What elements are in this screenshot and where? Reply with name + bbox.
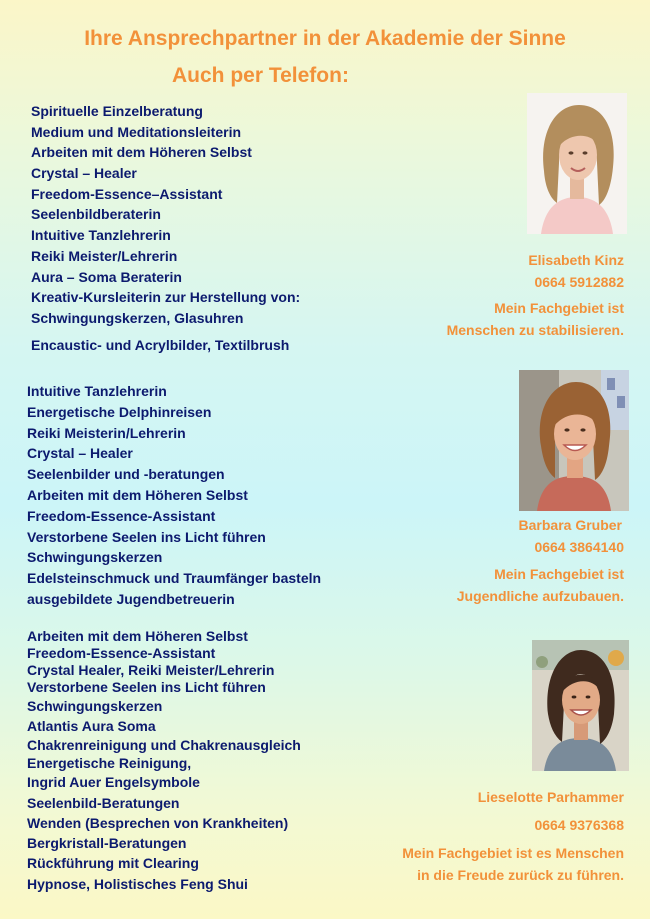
contact-elisabeth-kinz (447, 249, 624, 341)
page-title: Ihre Ansprechpartner in der Akademie der Sinne (84, 27, 566, 50)
person-phone: 0664 5912882 (534, 274, 624, 290)
skill-item: Verstorbene Seelen ins Licht führen (27, 679, 266, 695)
skill-item: Schwingungskerzen, Glasuhren (31, 309, 244, 326)
person-name: Barbara Gruber (518, 517, 622, 533)
photo-barbara-gruber (519, 370, 629, 511)
skill-item: Wenden (Besprechen von Krankheiten) (27, 815, 289, 831)
skill-item: Crystal – Healer (27, 445, 133, 462)
skill-item: Crystal Healer, Reiki Meister/Lehrerin (27, 662, 275, 678)
page-subtitle: Auch per Telefon: (172, 64, 349, 87)
skill-item: Arbeiten mit dem Höheren Selbst (27, 628, 248, 644)
skill-item: Intuitive Tanzlehrerin (27, 383, 167, 399)
person-name: Elisabeth Kinz (528, 252, 624, 268)
contact-barbara-gruber (457, 514, 624, 607)
skills-list-barbara (27, 381, 321, 610)
skill-item: ausgebildete Jugendbetreuerin (27, 590, 235, 607)
specialty-line: Mein Fachgebiet ist es Menschen (402, 845, 624, 861)
skill-item: Crystal – Healer (31, 165, 137, 182)
skill-item: Bergkristall-Beratungen (27, 835, 187, 851)
specialty-line: Menschen zu stabilisieren. (446, 322, 624, 338)
skill-item: Intuitive Tanzlehrerin (31, 227, 171, 244)
person-name: Lieselotte Parhammer (477, 789, 624, 805)
person-phone: 0664 3864140 (534, 539, 624, 555)
specialty-line: Jugendliche aufzubauen. (456, 588, 624, 604)
skill-item: Freedom-Essence-Assistant (27, 507, 216, 524)
skill-item: Arbeiten mit dem Höheren Selbst (27, 486, 248, 503)
specialty-line: in die Freude zurück zu führen. (417, 867, 624, 883)
skill-item: Energetische Reinigung, (27, 755, 192, 771)
skill-item: Edelsteinschmuck und Traumfänger basteln (27, 570, 322, 587)
skill-item: Medium und Meditationsleiterin (31, 123, 242, 140)
skill-item: Hypnose, Holistisches Feng Shui (27, 876, 248, 892)
skill-item: Verstorbene Seelen ins Licht führen (27, 528, 266, 545)
skill-item: Reiki Meister/Lehrerin (31, 247, 178, 264)
contact-lieselotte-parhammer (402, 786, 624, 886)
skill-item: Aura – Soma Beraterin (31, 268, 182, 285)
specialty-line: Mein Fachgebiet ist (494, 566, 624, 582)
skill-item: Kreativ-Kursleiterin zur Herstellung von: (31, 289, 301, 306)
skill-item: Freedom-Essence–Assistant (31, 185, 223, 202)
skills-list-elisabeth (31, 101, 300, 355)
skill-item: Schwingungskerzen (27, 698, 163, 714)
photo-lieselotte-parhammer (532, 640, 629, 771)
photo-elisabeth-kinz (527, 93, 627, 234)
skill-item: Spirituelle Einzelberatung (31, 103, 203, 119)
skill-item: Reiki Meisterin/Lehrerin (27, 424, 186, 441)
skill-item: Atlantis Aura Soma (27, 718, 156, 734)
skill-item: Ingrid Auer Engelsymbole (27, 774, 200, 790)
skill-item: Freedom-Essence-Assistant (27, 645, 216, 661)
skill-item: Seelenbilder und -beratungen (27, 466, 225, 483)
skill-item: Energetische Delphinreisen (27, 403, 212, 420)
skill-item: Schwingungskerzen (27, 549, 163, 566)
skill-item: Rückführung mit Clearing (27, 855, 199, 871)
skill-item: Seelenbildberaterin (31, 206, 161, 223)
skill-item: Encaustic- und Acrylbilder, Textilbrush (31, 336, 290, 353)
skills-list-lieselotte (27, 627, 301, 895)
skill-item: Arbeiten mit dem Höheren Selbst (31, 144, 252, 161)
person-phone: 0664 9376368 (534, 817, 624, 833)
skill-item: Seelenbild-Beratungen (27, 795, 180, 811)
specialty-line: Mein Fachgebiet ist (494, 300, 624, 316)
skill-item: Chakrenreinigung und Chakrenausgleich (27, 737, 301, 753)
